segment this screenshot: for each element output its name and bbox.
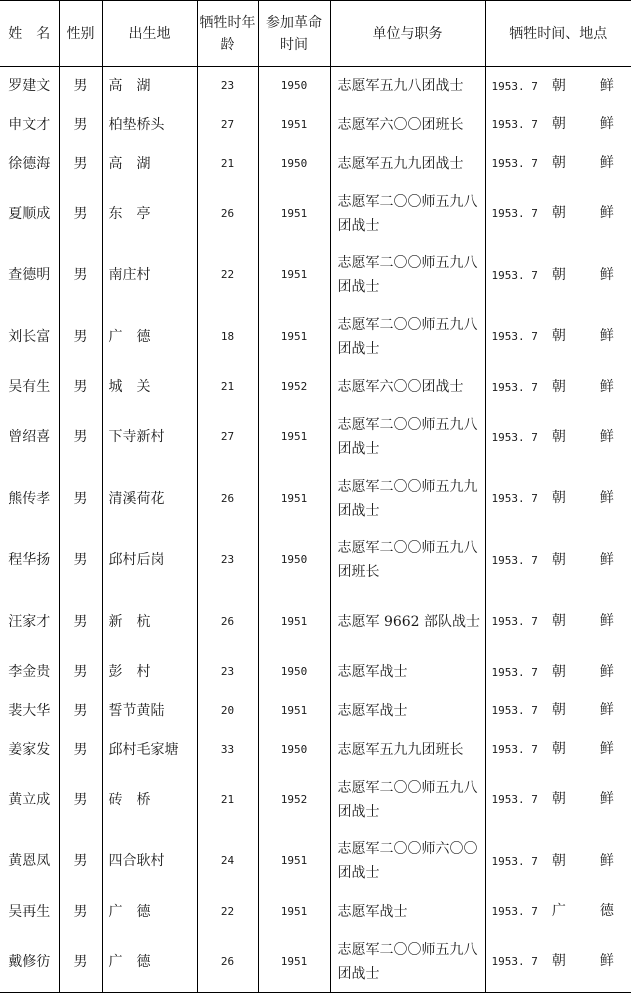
- header-name: 姓 名: [0, 1, 59, 67]
- death-place: 朝鲜: [551, 428, 614, 445]
- cell-death: [485, 183, 631, 245]
- cell-unit: 志愿军战士: [330, 653, 485, 692]
- cell-name: 曾绍喜: [8, 429, 51, 446]
- cell-birthplace: 高 湖: [102, 67, 197, 106]
- cell-age: 23: [197, 67, 258, 106]
- cell-sex: 男: [59, 105, 102, 144]
- cell-sex: 男: [59, 691, 102, 730]
- cell-joined: 1951: [258, 931, 330, 993]
- death-place: 朝鲜: [551, 155, 614, 172]
- cell-death: [485, 591, 631, 653]
- cell-unit: 志愿军二〇〇师五九八团班长: [330, 530, 485, 592]
- cell-unit: 志愿军战士: [330, 892, 485, 931]
- table-row: [0, 769, 631, 831]
- table-row: [0, 407, 631, 469]
- table-row: [0, 530, 631, 592]
- table-row: [0, 591, 631, 653]
- header-birthplace: 出生地: [102, 1, 197, 67]
- cell-joined: 1951: [258, 245, 330, 307]
- table-row: [0, 67, 631, 106]
- cell-birthplace: 邱村毛家塘: [102, 730, 197, 769]
- cell-sex: 男: [59, 468, 102, 530]
- cell-age: 21: [197, 368, 258, 407]
- death-date: 1953. 7: [491, 615, 538, 629]
- cell-joined: 1951: [258, 183, 330, 245]
- cell-age: 26: [197, 183, 258, 245]
- cell-name: 罗建文: [8, 78, 51, 95]
- table-header: [0, 1, 631, 67]
- cell-unit: 志愿军二〇〇师五九八团战士: [330, 306, 485, 368]
- cell-birthplace: 柏垫桥头: [102, 105, 197, 144]
- cell-sex: 男: [59, 591, 102, 653]
- cell-unit: 志愿军二〇〇师五九八团战士: [330, 183, 485, 245]
- death-place: 广德: [551, 903, 614, 920]
- cell-joined: 1951: [258, 591, 330, 653]
- cell-name: 吴再生: [8, 903, 51, 920]
- death-place: 朝鲜: [551, 791, 614, 808]
- death-place: 朝鲜: [551, 953, 614, 970]
- cell-age: 22: [197, 245, 258, 307]
- cell-unit: 志愿军二〇〇师五九八团战士: [330, 769, 485, 831]
- cell-unit: 志愿军六〇〇团战士: [330, 368, 485, 407]
- cell-joined: 1952: [258, 368, 330, 407]
- death-date: 1953. 7: [491, 793, 538, 807]
- death-place: 朝鲜: [551, 378, 614, 395]
- header-joined: 参加革命时间: [258, 1, 330, 67]
- cell-sex: 男: [59, 245, 102, 307]
- death-date: 1953. 7: [491, 665, 538, 679]
- table-row: [0, 468, 631, 530]
- death-place: 朝鲜: [551, 702, 614, 719]
- cell-joined: 1950: [258, 530, 330, 592]
- death-date: 1953. 7: [491, 430, 538, 444]
- death-date: 1953. 7: [491, 553, 538, 567]
- cell-joined: 1951: [258, 105, 330, 144]
- table-row: [0, 730, 631, 769]
- cell-birthplace: 新 杭: [102, 591, 197, 653]
- cell-birthplace: 广 德: [102, 931, 197, 993]
- death-place: 朝鲜: [551, 551, 614, 568]
- death-place: 朝鲜: [551, 490, 614, 507]
- cell-age: 23: [197, 530, 258, 592]
- cell-sex: 男: [59, 653, 102, 692]
- death-place: 朝鲜: [551, 77, 614, 94]
- cell-name: 李金贵: [8, 664, 51, 680]
- cell-birthplace: 四合耿村: [102, 831, 197, 893]
- death-date: 1953. 7: [491, 743, 538, 757]
- cell-joined: 1951: [258, 407, 330, 469]
- cell-death: [485, 468, 631, 530]
- cell-age: 33: [197, 730, 258, 769]
- cell-birthplace: 东 亭: [102, 183, 197, 245]
- death-place: 朝鲜: [551, 266, 614, 283]
- cell-sex: 男: [59, 831, 102, 893]
- cell-unit: 志愿军五九九团班长: [330, 730, 485, 769]
- cell-birthplace: 广 德: [102, 892, 197, 931]
- death-date: 1953. 7: [491, 268, 538, 282]
- table-row: [0, 144, 631, 183]
- cell-name: 汪家才: [8, 613, 51, 630]
- table-row: [0, 892, 631, 931]
- death-place: 朝鲜: [551, 613, 614, 630]
- cell-birthplace: 邱村后岗: [102, 530, 197, 592]
- death-date: 1953. 7: [491, 79, 538, 93]
- death-date: 1953. 7: [491, 207, 538, 221]
- cell-death: [485, 831, 631, 893]
- cell-sex: 男: [59, 368, 102, 407]
- cell-joined: 1952: [258, 769, 330, 831]
- cell-unit: 志愿军二〇〇师五九九团战士: [330, 468, 485, 530]
- cell-sex: 男: [59, 892, 102, 931]
- cell-birthplace: 砖 桥: [102, 769, 197, 831]
- cell-joined: 1951: [258, 691, 330, 730]
- cell-unit: 志愿军二〇〇师六〇〇团战士: [330, 831, 485, 893]
- death-date: 1953. 7: [491, 380, 538, 394]
- cell-death: [485, 892, 631, 931]
- cell-age: 18: [197, 306, 258, 368]
- cell-joined: 1950: [258, 144, 330, 183]
- cell-name: 刘长富: [8, 328, 51, 345]
- cell-name: 申文才: [8, 116, 51, 133]
- cell-sex: 男: [59, 67, 102, 106]
- table-row: [0, 306, 631, 368]
- death-date: 1953. 7: [491, 905, 538, 919]
- cell-death: [485, 67, 631, 106]
- table-row: [0, 368, 631, 407]
- table-row: [0, 105, 631, 144]
- cell-death: [485, 407, 631, 469]
- cell-joined: 1951: [258, 306, 330, 368]
- cell-name: 熊传孝: [8, 490, 51, 507]
- cell-unit: 志愿军二〇〇师五九八团战士: [330, 245, 485, 307]
- header-age: 牺牲时年龄: [197, 1, 258, 67]
- cell-unit: 志愿军六〇〇团班长: [330, 105, 485, 144]
- cell-birthplace: 城 关: [102, 368, 197, 407]
- cell-age: 24: [197, 831, 258, 893]
- cell-name: 吴有生: [8, 379, 51, 396]
- cell-sex: 男: [59, 144, 102, 183]
- cell-unit: 志愿军 9662 部队战士: [330, 591, 485, 653]
- table-row: [0, 183, 631, 245]
- cell-name: 程华扬: [8, 552, 51, 569]
- header-death: 牺牲时间、地点: [485, 1, 631, 67]
- table-row: [0, 831, 631, 893]
- cell-birthplace: 南庄村: [102, 245, 197, 307]
- cell-joined: 1950: [258, 67, 330, 106]
- cell-name: 裴大华: [8, 702, 51, 719]
- cell-age: 23: [197, 653, 258, 692]
- cell-birthplace: 彭 村: [102, 653, 197, 692]
- cell-age: 27: [197, 407, 258, 469]
- table-row: [0, 691, 631, 730]
- cell-age: 21: [197, 769, 258, 831]
- cell-death: [485, 730, 631, 769]
- header-sex: 性别: [59, 1, 102, 67]
- death-date: 1953. 7: [491, 118, 538, 132]
- cell-age: 20: [197, 691, 258, 730]
- cell-joined: 1951: [258, 892, 330, 931]
- cell-name: 黄恩凤: [8, 853, 51, 870]
- table-row: [0, 245, 631, 307]
- cell-joined: 1950: [258, 730, 330, 769]
- cell-sex: 男: [59, 530, 102, 592]
- cell-joined: 1951: [258, 831, 330, 893]
- cell-age: 21: [197, 144, 258, 183]
- death-date: 1953. 7: [491, 704, 538, 718]
- cell-birthplace: 广 德: [102, 306, 197, 368]
- cell-death: [485, 653, 631, 692]
- cell-death: [485, 530, 631, 592]
- cell-sex: 男: [59, 306, 102, 368]
- cell-name: 黄立成: [8, 791, 51, 808]
- cell-birthplace: 清溪荷花: [102, 468, 197, 530]
- death-date: 1953. 7: [491, 330, 538, 344]
- cell-sex: 男: [59, 407, 102, 469]
- cell-joined: 1950: [258, 653, 330, 692]
- cell-name: 夏顺成: [8, 205, 51, 222]
- cell-death: [485, 368, 631, 407]
- cell-name: 戴修彷: [0, 931, 59, 993]
- cell-death: [485, 306, 631, 368]
- cell-sex: 男: [59, 931, 102, 993]
- cell-name: 姜家发: [8, 741, 51, 758]
- cell-death: [485, 245, 631, 307]
- cell-death: [485, 144, 631, 183]
- cell-death: [485, 691, 631, 730]
- death-date: 1953. 7: [491, 157, 538, 171]
- table-body: [0, 67, 631, 993]
- cell-age: 26: [197, 468, 258, 530]
- header-unit: 单位与职务: [330, 1, 485, 67]
- table-row: [0, 931, 631, 993]
- death-place: 朝鲜: [551, 663, 614, 680]
- cell-age: 26: [197, 931, 258, 993]
- cell-age: 26: [197, 591, 258, 653]
- cell-name: 徐德海: [8, 155, 51, 172]
- cell-sex: 男: [59, 183, 102, 245]
- cell-death: [485, 769, 631, 831]
- death-date: 1953. 7: [491, 492, 538, 506]
- death-place: 朝鲜: [551, 741, 614, 758]
- table-row: [0, 653, 631, 692]
- death-date: 1953. 7: [491, 854, 538, 868]
- cell-age: 27: [197, 105, 258, 144]
- cell-unit: 志愿军战士: [330, 691, 485, 730]
- cell-name: 查德明: [8, 267, 51, 284]
- cell-birthplace: 下寺新村: [102, 407, 197, 469]
- cell-unit: 志愿军五九八团战士: [330, 67, 485, 106]
- cell-unit: 志愿军二〇〇师五九八团战士: [330, 931, 485, 993]
- death-place: 朝鲜: [551, 328, 614, 345]
- death-place: 朝鲜: [551, 852, 614, 869]
- cell-birthplace: 高 湖: [102, 144, 197, 183]
- cell-sex: 男: [59, 730, 102, 769]
- cell-joined: 1951: [258, 468, 330, 530]
- death-place: 朝鲜: [551, 205, 614, 222]
- death-place: 朝鲜: [551, 116, 614, 133]
- cell-death: [485, 931, 631, 993]
- cell-birthplace: 誓节黄陆: [102, 691, 197, 730]
- cell-age: 22: [197, 892, 258, 931]
- cell-unit: 志愿军二〇〇师五九八团战士: [330, 407, 485, 469]
- cell-sex: 男: [59, 769, 102, 831]
- cell-unit: 志愿军五九九团战士: [330, 144, 485, 183]
- cell-death: [485, 105, 631, 144]
- header-row: [0, 1, 631, 67]
- death-date: 1953. 7: [491, 955, 538, 969]
